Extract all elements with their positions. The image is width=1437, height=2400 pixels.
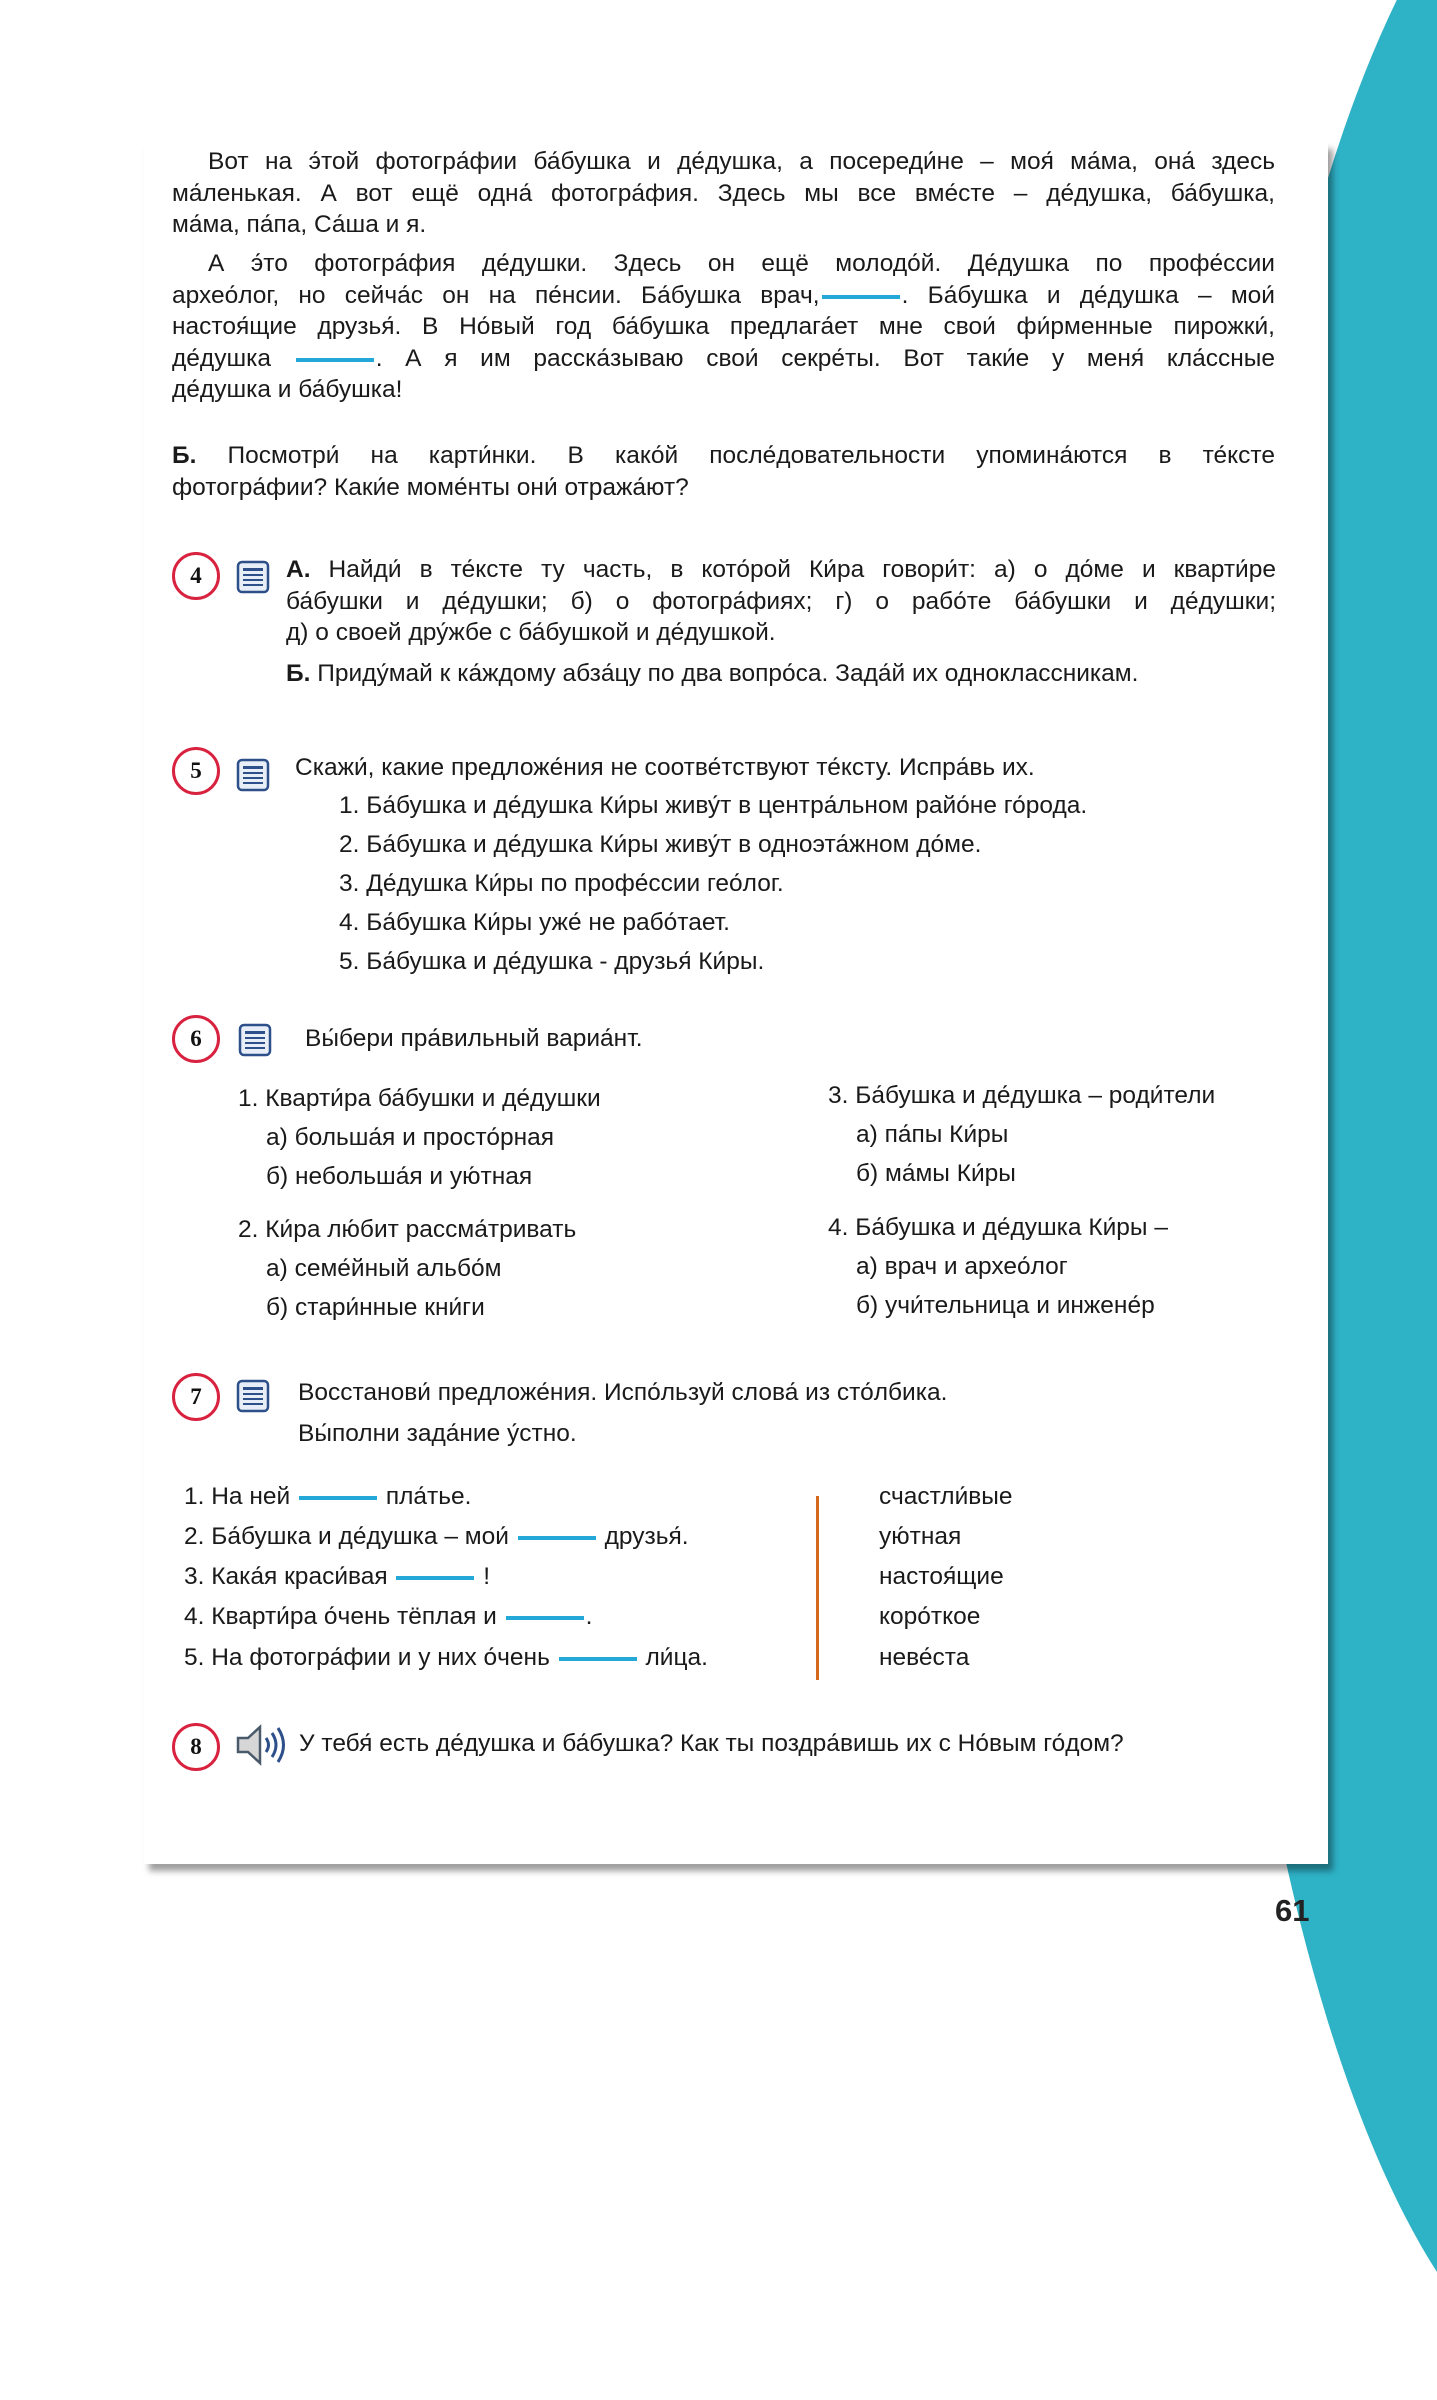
column-divider — [816, 1496, 819, 1680]
exercise-5-instruction: Скажи́, какие предложе́ния не соотве́тствуют те́ксту. Испра́вь их. — [295, 754, 1035, 781]
exercise-8-question: У тебя́ есть де́душка и ба́бушка? Как ты поздра́вишь их с Но́вым го́дом? — [299, 1730, 1124, 1757]
exercise-6-question-4: 4. Ба́бушка и де́душка Ки́ры – — [828, 1214, 1168, 1241]
exercise-6-question-1: 1. Кварти́ра ба́бушки и де́душки — [238, 1085, 601, 1112]
word-bank-item: ую́тная — [879, 1523, 962, 1550]
blank-line — [518, 1536, 596, 1540]
exercise-6-option: б) учи́тельница и инжене́р — [856, 1292, 1155, 1319]
exercise-6-instruction: Вы́бери пра́вильный вариа́нт. — [305, 1025, 643, 1052]
exercise-6-question-2: 2. Ки́ра лю́бит рассма́тривать — [238, 1216, 577, 1243]
intro-p1-line2: ма́ленькая. А вот ещё одна́ фотогра́фия. Здесь мы все вме́сте – де́душка, ба́бушка, — [172, 179, 1275, 207]
workbook-icon — [236, 758, 270, 792]
word-bank-item: коро́ткое — [879, 1603, 981, 1630]
blank-line — [506, 1616, 584, 1620]
exercise-number-7: 7 — [172, 1373, 220, 1421]
exercise-5-item: 2. Ба́бушка и де́душка Ки́ры живу́т в одноэта́жном до́ме. — [339, 831, 982, 858]
exercise-6-option: б) стари́нные кни́ги — [266, 1294, 485, 1321]
exercise-5-item: 5. Ба́бушка и де́душка - друзья́ Ки́ры. — [339, 948, 765, 975]
word-bank-item: неве́ста — [879, 1644, 970, 1671]
blank-line — [296, 358, 374, 362]
exercise-6-option: а) врач и архео́лог — [856, 1253, 1068, 1280]
word-bank-item: счастли́вые — [879, 1483, 1013, 1510]
page-number: 61 — [1275, 1893, 1310, 1928]
part-b-label: Б. — [172, 442, 197, 469]
exercise-7-instruction: Восстанови́ предложе́ния. Испо́льзуй слова́ из сто́лбика. — [298, 1379, 948, 1406]
exercise-4-task-b: Б. Приду́май к ка́ждому абза́цу по два вопро́са. Зада́й их одноклассникам. — [286, 660, 1139, 687]
blank-line — [299, 1496, 377, 1500]
workbook-icon — [238, 1023, 272, 1057]
word-bank-item: настоя́щие — [879, 1563, 1004, 1590]
workbook-icon — [236, 1379, 270, 1413]
exercise-7-sentence: 5. На фотогра́фии и у них о́чень ли́ца. — [184, 1644, 708, 1671]
exercise-7-instruction-2: Вы́полни зада́ние у́стно. — [298, 1420, 577, 1447]
exercise-number-4: 4 — [172, 552, 220, 600]
intro-paragraph-2 — [172, 248, 1275, 406]
intro-p2-line1: А э́то фотогра́фия де́душки. Здесь он ещё молодо́й. Де́душка по профе́ссии — [208, 250, 1275, 277]
exercise-5-item: 1. Ба́бушка и де́душка Ки́ры живу́т в центра́льном райо́не го́рода. — [339, 792, 1088, 819]
intro-paragraph-1 — [172, 146, 1275, 241]
part-b-question: Б. Посмотри́ на карти́нки. В како́й после́довательности упомина́ются в те́ксте фотогра́фии? Каки́е моме́нты они́ отража́ют? — [172, 442, 1275, 501]
intro-p2-line2: архео́лог, но сейча́с он на пе́нсии. Ба́бушка врач, . Ба́бушка и де́душка – мои́ — [172, 281, 1275, 309]
intro-p2-line3: настоя́щие друзья́. В Но́вый год ба́бушка предлага́ет мне свои́ фи́рменные пирожки́, — [172, 313, 1275, 340]
exercise-7-sentence: 1. На ней пла́тье. — [184, 1483, 472, 1510]
intro-p2-line5: де́душка и ба́бушка! — [172, 376, 403, 403]
exercise-5-item: 3. Де́душка Ки́ры по профе́ссии гео́лог. — [339, 870, 784, 897]
speaker-icon — [234, 1722, 288, 1768]
exercise-4-task-a: А. Найди́ в те́ксте ту часть, в кото́рой Ки́ра говори́т: а) о до́ме и кварти́ре ба́бушки и де́душки; б) о фотогра́фиях; г) о рабо́те ба́бушки и де́душки; д) о своей дру́жбе с ба́бушкой и де́душкой. — [286, 556, 1276, 646]
blank-line — [396, 1576, 474, 1580]
blank-line — [822, 295, 900, 299]
exercise-5-item: 4. Ба́бушка Ки́ры уже́ не рабо́тает. — [339, 909, 730, 936]
exercise-number-6: 6 — [172, 1015, 220, 1063]
exercise-7-sentence: 3. Кака́я краси́вая ! — [184, 1563, 491, 1590]
exercise-6-option: б) ма́мы Ки́ры — [856, 1160, 1016, 1187]
exercise-7-sentence: 2. Ба́бушка и де́душка – мои́ друзья́. — [184, 1523, 689, 1550]
workbook-icon — [236, 560, 270, 594]
intro-p2-line4: де́душка . А я им расска́зываю свои́ секре́ты. Вот таки́е у меня́ кла́ссные — [172, 344, 1275, 372]
exercise-7-sentence: 4. Кварти́ра о́чень тёплая и . — [184, 1603, 593, 1630]
exercise-6-question-3: 3. Ба́бушка и де́душка – роди́тели — [828, 1082, 1216, 1109]
exercise-6-option: а) больша́я и просто́рная — [266, 1124, 555, 1151]
exercise-number-5: 5 — [172, 747, 220, 795]
exercise-number-8: 8 — [172, 1723, 220, 1771]
exercise-6-option: б) небольша́я и ую́тная — [266, 1163, 533, 1190]
exercise-6-option: а) семе́йный альбо́м — [266, 1255, 502, 1282]
intro-p1-line1: Вот на э́той фотогра́фии ба́бушка и де́душка, а посереди́не – моя́ ма́ма, она́ здесь — [208, 148, 1275, 175]
intro-p1-line3: ма́ма, па́па, Са́ша и я. — [172, 211, 427, 238]
exercise-6-option: а) па́пы Ки́ры — [856, 1121, 1009, 1148]
blank-line — [559, 1657, 637, 1661]
